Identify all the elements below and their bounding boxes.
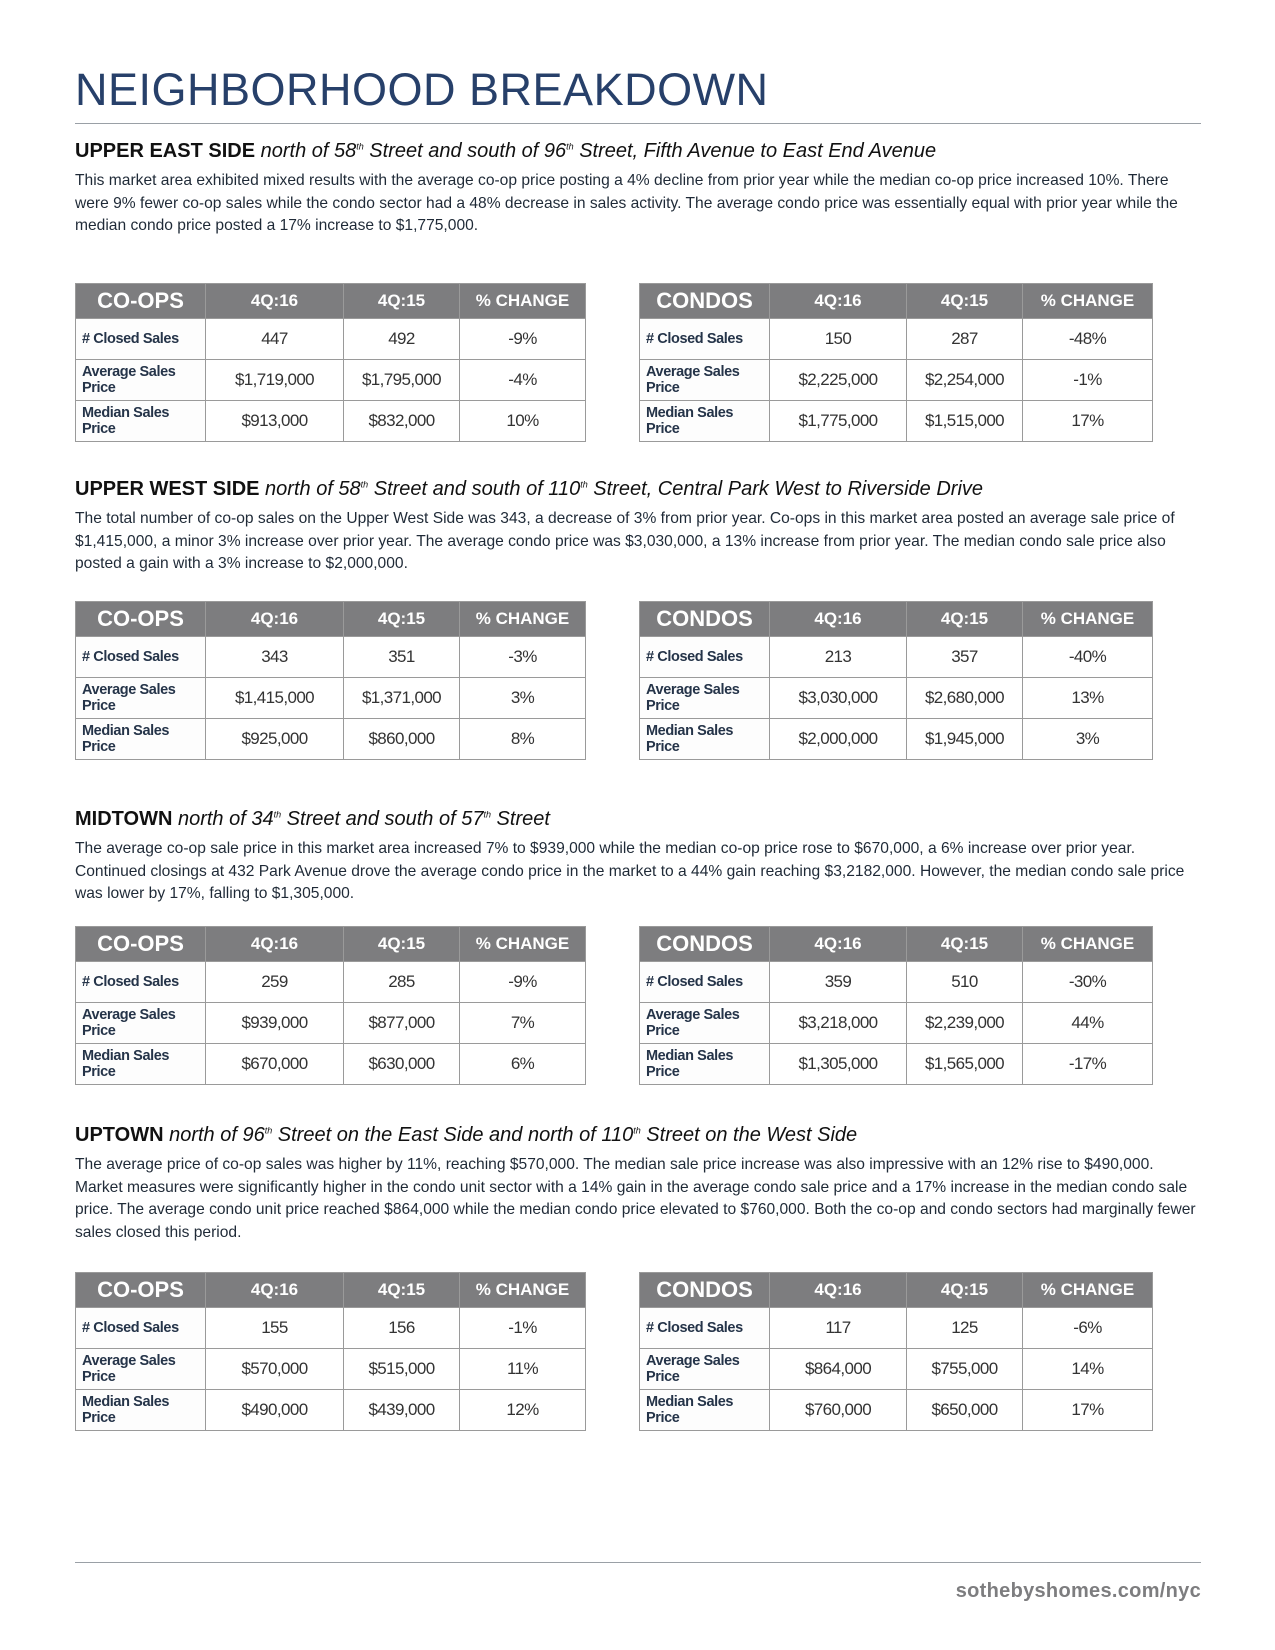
median-price-row xyxy=(640,1044,1153,1085)
current-value-cell: $939,000 xyxy=(206,1003,344,1044)
row-label: # Closed Sales xyxy=(640,637,770,678)
ordinal-suffix: th xyxy=(264,1125,273,1136)
ordinal-suffix: th xyxy=(360,479,369,490)
percent-change-header: % CHANGE xyxy=(460,927,586,962)
current-period-header: 4Q:16 xyxy=(770,284,907,319)
current-value-cell: $1,305,000 xyxy=(770,1044,907,1085)
median-price-row xyxy=(640,1390,1153,1431)
table-header-row xyxy=(640,602,1153,637)
coops-table xyxy=(75,283,586,442)
boundary-description xyxy=(261,140,936,162)
row-label: Average Sales Price xyxy=(76,678,206,719)
prior-value-cell: $515,000 xyxy=(344,1349,460,1390)
change-cell: 8% xyxy=(460,719,586,760)
current-value-cell: $670,000 xyxy=(206,1044,344,1085)
neighborhood-section xyxy=(75,1122,1201,1244)
row-label: Average Sales Price xyxy=(640,1003,770,1044)
row-label: Median Sales Price xyxy=(640,1044,770,1085)
table-header-row xyxy=(76,602,586,637)
condos-table xyxy=(639,283,1153,442)
row-label: # Closed Sales xyxy=(76,962,206,1003)
ordinal-suffix: th xyxy=(273,809,282,820)
current-value-cell: $1,775,000 xyxy=(770,401,907,442)
closed-sales-row xyxy=(640,1308,1153,1349)
ordinal-suffix: th xyxy=(356,141,364,152)
closed-sales-row xyxy=(76,1308,586,1349)
property-type-header: CONDOS xyxy=(640,602,770,637)
prior-period-header: 4Q:15 xyxy=(344,284,460,319)
section-heading xyxy=(75,476,1201,502)
property-type-header: CO-OPS xyxy=(76,927,206,962)
average-price-row xyxy=(640,678,1153,719)
ordinal-suffix: th xyxy=(483,809,491,820)
prior-value-cell: 156 xyxy=(344,1308,460,1349)
percent-change-header: % CHANGE xyxy=(1023,284,1153,319)
coops-table xyxy=(75,1272,586,1431)
current-value-cell: 150 xyxy=(770,319,907,360)
coops-table xyxy=(75,601,586,760)
current-value-cell: $490,000 xyxy=(206,1390,344,1431)
current-value-cell: $1,719,000 xyxy=(206,360,344,401)
boundary-text-a: north of 58 xyxy=(265,478,361,500)
prior-period-header: 4Q:15 xyxy=(907,602,1023,637)
prior-value-cell: 125 xyxy=(907,1308,1023,1349)
row-label: # Closed Sales xyxy=(76,637,206,678)
section-heading xyxy=(75,138,1201,164)
change-cell: 17% xyxy=(1023,401,1153,442)
boundary-description xyxy=(178,808,550,830)
section-summary: The average co-op sale price in this market area increased 7% to $939,000 while the median co-op price rose to $670,000, a 6% increase over prior year. Continued closings at 432 Park Avenue drove the average condo price in the market to a 44% gain reaching $3,2182,000. However, the median condo sale price was lower by 17%, falling to $1,305,000. xyxy=(75,840,1185,902)
ordinal-suffix: th xyxy=(566,141,574,152)
row-label: Median Sales Price xyxy=(640,719,770,760)
closed-sales-row xyxy=(640,962,1153,1003)
current-value-cell: $570,000 xyxy=(206,1349,344,1390)
current-value-cell: $2,225,000 xyxy=(770,360,907,401)
change-cell: -30% xyxy=(1023,962,1153,1003)
change-cell: -3% xyxy=(460,637,586,678)
median-price-row xyxy=(76,1044,586,1085)
current-period-header: 4Q:16 xyxy=(206,602,344,637)
boundary-description xyxy=(265,478,983,500)
table-header-row xyxy=(76,284,586,319)
prior-value-cell: $439,000 xyxy=(344,1390,460,1431)
prior-value-cell: $2,254,000 xyxy=(907,360,1023,401)
change-cell: -9% xyxy=(460,319,586,360)
prior-value-cell: $650,000 xyxy=(907,1390,1023,1431)
percent-change-header: % CHANGE xyxy=(460,1273,586,1308)
neighborhood-name: UPPER EAST SIDE xyxy=(75,140,256,162)
neighborhood-section xyxy=(75,138,1201,238)
table-header-row xyxy=(640,284,1153,319)
row-label: Average Sales Price xyxy=(640,678,770,719)
table-header-row xyxy=(640,1273,1153,1308)
title-divider xyxy=(75,123,1201,124)
prior-period-header: 4Q:15 xyxy=(344,1273,460,1308)
closed-sales-row xyxy=(76,319,586,360)
change-cell: 44% xyxy=(1023,1003,1153,1044)
change-cell: -4% xyxy=(460,360,586,401)
current-period-header: 4Q:16 xyxy=(770,1273,907,1308)
row-label: Median Sales Price xyxy=(640,401,770,442)
change-cell: 3% xyxy=(1023,719,1153,760)
footer-url[interactable]: sothebyshomes.com/nyc xyxy=(955,1580,1201,1602)
row-label: Median Sales Price xyxy=(640,1390,770,1431)
section-heading xyxy=(75,806,1201,832)
neighborhood-name: UPTOWN xyxy=(75,1124,164,1146)
condos-table xyxy=(639,1272,1153,1431)
change-cell: 17% xyxy=(1023,1390,1153,1431)
neighborhood-section xyxy=(75,476,1201,576)
current-value-cell: $925,000 xyxy=(206,719,344,760)
property-type-header: CONDOS xyxy=(640,1273,770,1308)
section-summary: This market area exhibited mixed results with the average co-op price posting a 4% decline from prior year while the median co-op price increased 10%. There were 9% fewer co-op sales while the condo sector had a 48% decrease in sales activity. The average condo price was essentially equal with prior year while the median condo price posted a 17% increase to $1,775,000. xyxy=(75,172,1178,234)
prior-value-cell: $1,945,000 xyxy=(907,719,1023,760)
current-value-cell: 343 xyxy=(206,637,344,678)
current-period-header: 4Q:16 xyxy=(770,602,907,637)
row-label: # Closed Sales xyxy=(76,1308,206,1349)
boundary-text-b: Street and south of 57 xyxy=(281,808,484,830)
table-header-row xyxy=(76,1273,586,1308)
current-value-cell: $3,218,000 xyxy=(770,1003,907,1044)
prior-period-header: 4Q:15 xyxy=(907,284,1023,319)
condos-table xyxy=(639,926,1153,1085)
current-value-cell: 117 xyxy=(770,1308,907,1349)
boundary-text-a: north of 96 xyxy=(169,1124,265,1146)
current-value-cell: 155 xyxy=(206,1308,344,1349)
closed-sales-row xyxy=(640,637,1153,678)
percent-change-header: % CHANGE xyxy=(460,602,586,637)
coops-table xyxy=(75,926,586,1085)
table-header-row xyxy=(76,927,586,962)
ordinal-suffix: th xyxy=(633,1125,641,1136)
prior-value-cell: $2,239,000 xyxy=(907,1003,1023,1044)
percent-change-header: % CHANGE xyxy=(460,284,586,319)
row-label: # Closed Sales xyxy=(76,319,206,360)
row-label: # Closed Sales xyxy=(640,319,770,360)
average-price-row xyxy=(76,678,586,719)
prior-value-cell: $1,565,000 xyxy=(907,1044,1023,1085)
average-price-row xyxy=(640,1349,1153,1390)
footer-divider xyxy=(75,1562,1201,1563)
property-type-header: CO-OPS xyxy=(76,284,206,319)
change-cell: 12% xyxy=(460,1390,586,1431)
change-cell: 7% xyxy=(460,1003,586,1044)
change-cell: 6% xyxy=(460,1044,586,1085)
property-type-header: CONDOS xyxy=(640,284,770,319)
boundary-description xyxy=(169,1124,857,1146)
average-price-row xyxy=(76,1003,586,1044)
neighborhood-name: MIDTOWN xyxy=(75,808,173,830)
current-value-cell: $864,000 xyxy=(770,1349,907,1390)
row-label: Median Sales Price xyxy=(76,1044,206,1085)
prior-value-cell: $832,000 xyxy=(344,401,460,442)
prior-value-cell: 351 xyxy=(344,637,460,678)
section-summary: The total number of co-op sales on the Upper West Side was 343, a decrease of 3% from prior year. Co-ops in this market area posted an average sale price of $1,415,000, a minor 3% increase over prior year. The average condo price was $3,030,000, a 13% increase from prior year. The median condo sale price also posted a gain with a 3% increase to $2,000,000. xyxy=(75,510,1175,572)
closed-sales-row xyxy=(76,637,586,678)
prior-value-cell: $630,000 xyxy=(344,1044,460,1085)
property-type-header: CO-OPS xyxy=(76,602,206,637)
prior-period-header: 4Q:15 xyxy=(907,1273,1023,1308)
boundary-text-a: north of 34 xyxy=(177,808,274,830)
property-type-header: CO-OPS xyxy=(76,1273,206,1308)
table-header-row xyxy=(640,927,1153,962)
prior-value-cell: 357 xyxy=(907,637,1023,678)
condos-table xyxy=(639,601,1153,760)
change-cell: -1% xyxy=(460,1308,586,1349)
row-label: Median Sales Price xyxy=(76,719,206,760)
prior-value-cell: $877,000 xyxy=(344,1003,460,1044)
ordinal-suffix: th xyxy=(580,479,588,490)
prior-period-header: 4Q:15 xyxy=(907,927,1023,962)
change-cell: -9% xyxy=(460,962,586,1003)
section-summary: The average price of co-op sales was higher by 11%, reaching $570,000. The median sale price increase was also impressive with an 12% rise to $490,000. Market measures were significantly higher in the condo unit sector with a 14% gain in the average condo sale price and a 17% increase in the median condo sale price. The average condo unit price reached $864,000 while the median condo price elevated to $760,000. Both the co-op and condo sectors had marginally fewer sales closed this period. xyxy=(75,1156,1196,1241)
prior-value-cell: $1,371,000 xyxy=(344,678,460,719)
prior-period-header: 4Q:15 xyxy=(344,602,460,637)
average-price-row xyxy=(76,1349,586,1390)
current-period-header: 4Q:16 xyxy=(206,1273,344,1308)
row-label: Average Sales Price xyxy=(640,1349,770,1390)
row-label: Median Sales Price xyxy=(76,1390,206,1431)
change-cell: 3% xyxy=(460,678,586,719)
row-label: # Closed Sales xyxy=(640,962,770,1003)
change-cell: 11% xyxy=(460,1349,586,1390)
closed-sales-row xyxy=(640,319,1153,360)
neighborhood-section xyxy=(75,806,1201,906)
row-label: Average Sales Price xyxy=(76,1003,206,1044)
current-period-header: 4Q:16 xyxy=(770,927,907,962)
row-label: Average Sales Price xyxy=(76,360,206,401)
prior-value-cell: $1,515,000 xyxy=(907,401,1023,442)
median-price-row xyxy=(76,401,586,442)
median-price-row xyxy=(76,719,586,760)
boundary-text-c: Street xyxy=(491,808,550,830)
boundary-text-c: Street on the West Side xyxy=(640,1124,858,1146)
change-cell: -6% xyxy=(1023,1308,1153,1349)
prior-value-cell: 492 xyxy=(344,319,460,360)
prior-value-cell: 510 xyxy=(907,962,1023,1003)
median-price-row xyxy=(640,719,1153,760)
current-period-header: 4Q:16 xyxy=(206,284,344,319)
change-cell: -1% xyxy=(1023,360,1153,401)
percent-change-header: % CHANGE xyxy=(1023,602,1153,637)
current-value-cell: 259 xyxy=(206,962,344,1003)
prior-value-cell: $2,680,000 xyxy=(907,678,1023,719)
change-cell: 10% xyxy=(460,401,586,442)
boundary-text-b: Street on the East Side and north of 110 xyxy=(272,1124,634,1146)
change-cell: -40% xyxy=(1023,637,1153,678)
median-price-row xyxy=(76,1390,586,1431)
current-value-cell: $760,000 xyxy=(770,1390,907,1431)
prior-value-cell: $860,000 xyxy=(344,719,460,760)
current-value-cell: $2,000,000 xyxy=(770,719,907,760)
row-label: # Closed Sales xyxy=(640,1308,770,1349)
prior-value-cell: $1,795,000 xyxy=(344,360,460,401)
current-period-header: 4Q:16 xyxy=(206,927,344,962)
current-value-cell: 359 xyxy=(770,962,907,1003)
change-cell: 14% xyxy=(1023,1349,1153,1390)
neighborhood-name: UPPER WEST SIDE xyxy=(75,478,260,500)
percent-change-header: % CHANGE xyxy=(1023,927,1153,962)
boundary-text-b: Street and south of 110 xyxy=(368,478,581,500)
boundary-text-a: north of 58 xyxy=(260,140,357,162)
row-label: Average Sales Price xyxy=(640,360,770,401)
average-price-row xyxy=(640,360,1153,401)
prior-value-cell: 287 xyxy=(907,319,1023,360)
boundary-text-c: Street, Fifth Avenue to East End Avenue xyxy=(573,140,937,162)
row-label: Average Sales Price xyxy=(76,1349,206,1390)
property-type-header: CONDOS xyxy=(640,927,770,962)
current-value-cell: $913,000 xyxy=(206,401,344,442)
page-title: NEIGHBORHOOD BREAKDOWN xyxy=(75,64,769,115)
change-cell: 13% xyxy=(1023,678,1153,719)
prior-period-header: 4Q:15 xyxy=(344,927,460,962)
current-value-cell: $3,030,000 xyxy=(770,678,907,719)
change-cell: -48% xyxy=(1023,319,1153,360)
boundary-text-b: Street and south of 96 xyxy=(363,140,567,162)
change-cell: -17% xyxy=(1023,1044,1153,1085)
closed-sales-row xyxy=(76,962,586,1003)
prior-value-cell: $755,000 xyxy=(907,1349,1023,1390)
median-price-row xyxy=(640,401,1153,442)
current-value-cell: $1,415,000 xyxy=(206,678,344,719)
row-label: Median Sales Price xyxy=(76,401,206,442)
boundary-text-c: Street, Central Park West to Riverside Drive xyxy=(587,478,984,500)
current-value-cell: 447 xyxy=(206,319,344,360)
current-value-cell: 213 xyxy=(770,637,907,678)
average-price-row xyxy=(640,1003,1153,1044)
percent-change-header: % CHANGE xyxy=(1023,1273,1153,1308)
average-price-row xyxy=(76,360,586,401)
section-heading xyxy=(75,1122,1201,1148)
prior-value-cell: 285 xyxy=(344,962,460,1003)
